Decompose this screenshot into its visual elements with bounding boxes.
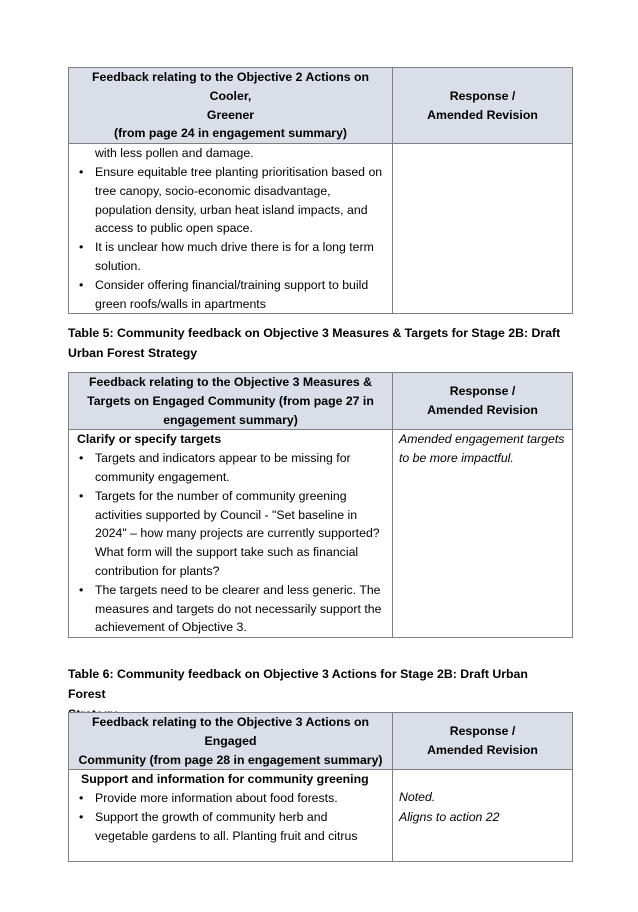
feedback-cell	[69, 144, 393, 314]
feedback-cell	[69, 430, 393, 638]
response-header-text: Response / Amended Revision	[427, 384, 538, 418]
table-objective-3-actions	[68, 712, 573, 862]
table-objective-2-actions	[68, 67, 573, 314]
section-title: Clarify or specify targets	[77, 432, 222, 447]
response-text: Amended engagement targets to be more impactful.	[399, 432, 565, 466]
list-item: • The targets need to be clearer and less generic. The measures and targets do not necessarily support the achievement of Objective 3.	[75, 581, 386, 637]
table-6-caption: Table 6: Community feedback on Objective 3 Actions for Stage 2B: Draft Urban Forest	[68, 667, 528, 701]
header-line: Greener	[206, 107, 255, 122]
table-objective-3-measures	[68, 372, 573, 638]
feedback-list	[75, 789, 386, 845]
list-item: • Ensure equitable tree planting prioritisation based on tree canopy, socio-economic disadvantage, population density, urban heat island impacts, and access to public open space.	[75, 163, 386, 238]
feedback-header	[69, 68, 393, 144]
response-header-text: Response / Amended Revision	[427, 88, 538, 122]
list-item: • Targets and indicators appear to be missing for community engagement.	[75, 449, 386, 487]
list-item: • Consider offering financial/training support to build green roofs/walls in apartments	[75, 276, 386, 314]
feedback-list	[75, 163, 386, 313]
continued-text: with less pollen and damage.	[95, 146, 254, 161]
response-header-text: Response / Amended Revision	[427, 724, 538, 758]
response-cell	[393, 144, 573, 314]
section-title: Support and information for community greening	[81, 772, 369, 787]
feedback-cell	[69, 770, 393, 862]
list-item: • Targets for the number of community greening activities supported by Council - "Set baseline in 2024" – how many projects are currently supported? What form will the support take such as financial contribution for plants?	[75, 487, 386, 581]
table-5-caption: Table 5: Community feedback on Objective 3 Measures & Targets for Stage 2B: Draft Urban Forest Strategy	[68, 326, 561, 360]
header-line: (from page 24 in engagement summary)	[113, 126, 348, 141]
response-header	[393, 713, 573, 770]
feedback-list	[75, 449, 386, 637]
list-item: • Support the growth of community herb and vegetable gardens to all. Planting fruit and citrus	[75, 808, 386, 846]
response-cell	[393, 430, 573, 638]
response-cell	[393, 770, 573, 862]
response-header	[393, 373, 573, 430]
header-line: Feedback relating to the Objective 2 Actions on Cooler,	[92, 70, 369, 103]
feedback-header: Feedback relating to the Objective 3 Actions on Engaged Community (from page 28 in engagement summary)	[69, 713, 393, 770]
response-header	[393, 68, 573, 144]
feedback-header: Feedback relating to the Objective 3 Measures & Targets on Engaged Community (from page 27 in engagement summary)	[69, 373, 393, 430]
response-text: Noted. Aligns to action 22	[399, 790, 500, 825]
list-item: • It is unclear how much drive there is for a long term solution.	[75, 238, 386, 276]
list-item: • Provide more information about food forests.	[75, 789, 386, 808]
